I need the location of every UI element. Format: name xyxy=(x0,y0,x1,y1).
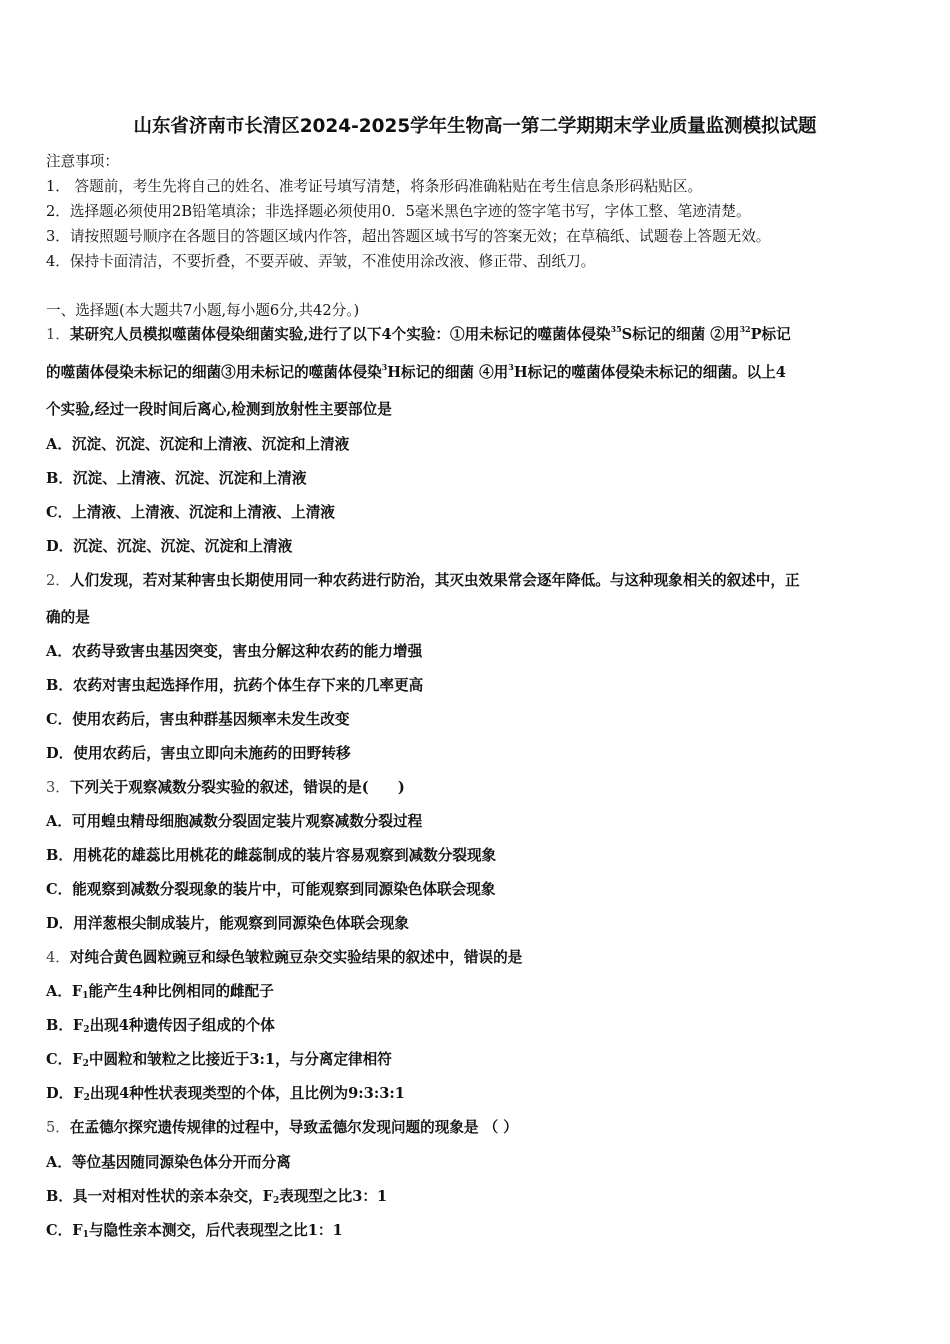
question-4-option-d: D．$F_2$出现4种性状表现类型的个体，且比例为9:3:3:1 xyxy=(46,1085,405,1103)
question-4-number: 4． xyxy=(46,949,70,966)
notice-item-2: 2．选择题必须使用2B铅笔填涂；非选择题必须使用0．5毫米黑色字迹的签字笔书写，字体工整、笔迹清楚。 xyxy=(46,203,751,220)
question-5-option-c: C．$F_1$与隐性亲本测交，后代表现型之比1：1 xyxy=(46,1222,343,1240)
question-3-option-c: C．能观察到减数分裂现象的装片中，可能观察到同源染色体联会现象 xyxy=(46,881,496,898)
question-4-option-b: B．$F_2$出现4种遗传因子组成的个体 xyxy=(46,1017,275,1035)
question-2-line-1: 2．人们发现，若对某种害虫长期使用同一种农药进行防治，其灭虫效果常会逐年降低。与这种现象相关的叙述中，正 xyxy=(46,572,800,589)
question-3-option-d: D．用洋葱根尖制成装片，能观察到同源染色体联会现象 xyxy=(46,915,409,932)
question-1-line-1: 1．某研究人员模拟噬菌体侵染细菌实验,进行了以下4个实验：①用未标记的噬菌体侵染$^{35}$S标记的细菌 ②用$^{32}$P标记 xyxy=(46,324,791,343)
question-1-option-a: A．沉淀、沉淀、沉淀和上清液、沉淀和上清液 xyxy=(46,436,350,453)
question-2-option-d: D．使用农药后，害虫立即向未施药的田野转移 xyxy=(46,745,351,762)
section-heading: 一、选择题(本大题共7小题,每小题6分,共42分。) xyxy=(46,302,360,319)
question-4-option-c: C．$F_2$中圆粒和皱粒之比接近于3:1，与分离定律相符 xyxy=(46,1051,392,1069)
question-1-option-d: D．沉淀、沉淀、沉淀、沉淀和上清液 xyxy=(46,538,293,555)
question-2-option-a: A．农药导致害虫基因突变，害虫分解这种农药的能力增强 xyxy=(46,643,423,660)
notice-item-4: 4．保持卡面清洁，不要折叠，不要弄破、弄皱，不准使用涂改液、修正带、刮纸刀。 xyxy=(46,253,596,270)
question-2-number: 2． xyxy=(46,572,70,589)
notice-heading: 注意事项： xyxy=(46,153,119,170)
question-5-option-b: B．具一对相对性状的亲本杂交，$F_2$表现型之比3：1 xyxy=(46,1188,388,1206)
question-3-option-b: B．用桃花的雄蕊比用桃花的雌蕊制成的装片容易观察到减数分裂现象 xyxy=(46,847,497,864)
question-3-number: 3． xyxy=(46,779,70,796)
question-1-option-b: B．沉淀、上清液、沉淀、沉淀和上清液 xyxy=(46,470,307,487)
question-2-option-c: C．使用农药后，害虫种群基因频率未发生改变 xyxy=(46,711,350,728)
exam-title: 山东省济南市长清区2024-2025学年生物高一第二学期期末学业质量监测模拟试题 xyxy=(133,116,817,137)
question-1-number: 1． xyxy=(46,326,70,343)
question-1-line-2: 的噬菌体侵染未标记的细菌③用未标记的噬菌体侵染$^3$H标记的细菌 ④用$^3$H标记的噬菌体侵染未标记的细菌。以上4 xyxy=(46,362,786,381)
notice-item-1: 1． 答题前，考生先将自己的姓名、准考证号填写清楚，将条形码准确粘贴在考生信息条形码粘贴区。 xyxy=(46,178,703,195)
question-5-number: 5． xyxy=(46,1119,70,1136)
notice-item-3: 3．请按照题号顺序在各题目的答题区域内作答，超出答题区域书写的答案无效；在草稿纸、试题卷上答题无效。 xyxy=(46,228,771,245)
question-4-line-1: 4．对纯合黄色圆粒豌豆和绿色皱粒豌豆杂交实验结果的叙述中，错误的是 xyxy=(46,949,523,966)
question-1-option-c: C．上清液、上清液、沉淀和上清液、上清液 xyxy=(46,504,335,521)
question-3-line-1: 3．下列关于观察减数分裂实验的叙述，错误的是( ) xyxy=(46,779,405,796)
question-2-line-2: 确的是 xyxy=(46,609,90,626)
question-5-option-a: A．等位基因随同源染色体分开而分离 xyxy=(46,1154,291,1171)
question-5-line-1: 5．在孟德尔探究遗传规律的过程中，导致孟德尔发现问题的现象是 （ ） xyxy=(46,1119,518,1136)
question-1-line-3: 个实验,经过一段时间后离心,检测到放射性主要部位是 xyxy=(46,401,392,418)
question-4-option-a: A．$F_1$能产生4种比例相同的雌配子 xyxy=(46,983,274,1001)
question-2-option-b: B．农药对害虫起选择作用，抗药个体生存下来的几率更高 xyxy=(46,677,424,694)
question-3-option-a: A．可用蝗虫精母细胞减数分裂固定装片观察减数分裂过程 xyxy=(46,813,423,830)
